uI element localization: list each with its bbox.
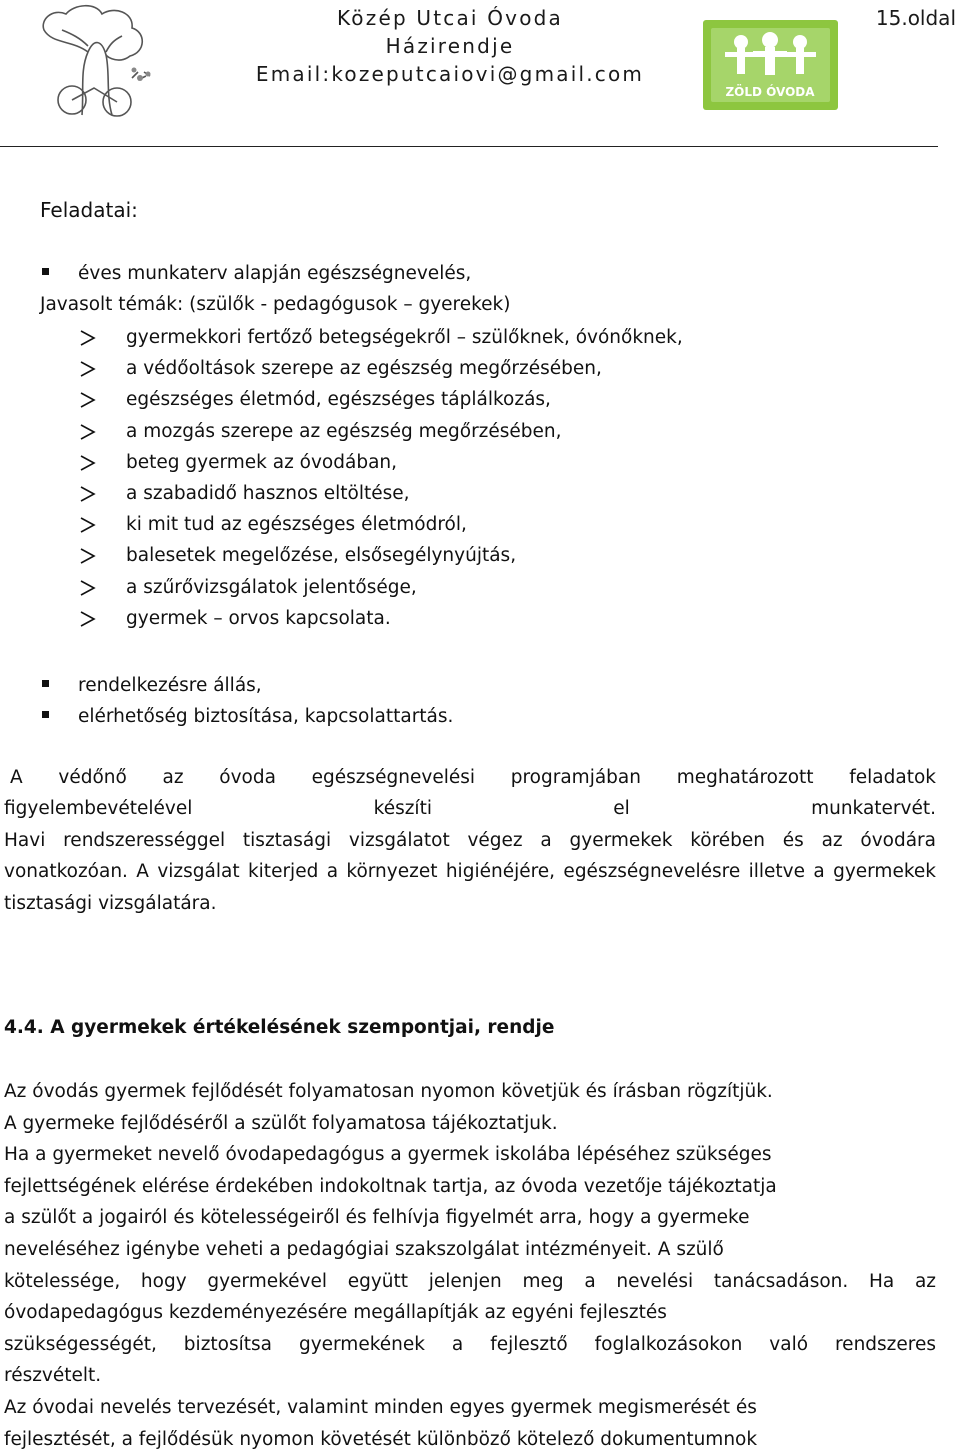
paragraph: Havi rendszerességgel tisztasági vizsgálatot végez a gyermekek körében és az óvodára vonatkozóan. A vizsgálat kiterjed a környezet higiénéjére, egészségnevelésre illetve a gyermekek tisztasági vizsgálatára. [4, 830, 936, 914]
arrow-bullet-icon [78, 485, 98, 503]
arrow-bullet-icon [78, 423, 98, 441]
tree-logo [22, 0, 172, 130]
paragraph-line: figyelembevételével készíti el munkatervét. [4, 798, 936, 819]
document-title: Házirendje [385, 34, 515, 58]
topic-item: a védőoltások szerepe az egészség megőrzésében, [126, 358, 602, 380]
page-header [250, 4, 650, 88]
topic-item: a szabadidő hasznos eltöltése, [126, 483, 410, 504]
zold-ovoda-logo [703, 20, 838, 110]
topic-item: a szűrővizsgálatok jelentősége, [126, 576, 417, 598]
page-number: 15.oldal [875, 6, 956, 30]
square-bullet-icon [42, 711, 49, 718]
body-line: A gyermeke fejlődéséről a szülőt folyamatosa tájékoztatjuk. [4, 1112, 558, 1134]
arrow-bullet-icon [78, 454, 98, 472]
bullet-item: éves munkaterv alapján egészségnevelés, [78, 263, 472, 284]
body-line: óvodapedagógus kezdeményezésére megállapítják az egyéni fejlesztés [4, 1302, 667, 1324]
arrow-bullet-icon [78, 579, 98, 597]
body-line: a szülőt a jogairól és kötelességeiről és felhívja figyelmét arra, hogy a gyermeke [4, 1207, 750, 1229]
topic-item: balesetek megelőzése, elsősegélynyújtás, [126, 545, 517, 567]
body-line: Ha a gyermeket nevelő óvodapedagógus a gyermek iskolába lépéséhez szükséges [4, 1144, 772, 1166]
body-line: neveléséhez igénybe veheti a pedagógiai szakszolgálat intézményeit. A szülő [4, 1239, 724, 1260]
green-logo-text: ZÖLD ÓVODA [725, 85, 815, 99]
email-line: Email:kozeputcaiovi@gmail.com [255, 62, 645, 86]
bullet-item: elérhetőség biztosítása, kapcsolattartás. [78, 706, 454, 727]
arrow-bullet-icon [78, 391, 98, 409]
subsection-heading: 4.4. A gyermekek értékelésének szempontjai, rendje [4, 1017, 555, 1038]
topic-item: ki mit tud az egészséges életmódról, [126, 514, 467, 536]
body-line: Az óvodás gyermek fejlődését folyamatosan nyomon követjük és írásban rögzítjük. [4, 1081, 773, 1102]
arrow-bullet-icon [78, 610, 98, 628]
topic-item: beteg gyermek az óvodában, [126, 451, 398, 473]
topic-item: gyermekkori fertőző betegségekről – szülőknek, óvónőknek, [126, 327, 683, 348]
body-line: kötelessége, hogy gyermekével együtt jelenjen meg a nevelési tanácsadáson. Ha az [4, 1270, 936, 1292]
topic-item: a mozgás szerepe az egészség megőrzésében, [126, 420, 562, 442]
body-line: Az óvodai nevelés tervezését, valamint minden egyes gyermek megismerését és [4, 1397, 757, 1418]
arrow-bullet-icon [78, 360, 98, 378]
topics-intro: Javasolt témák: (szülők - pedagógusok – gyerekek) [40, 294, 511, 315]
arrow-bullet-icon [78, 329, 98, 347]
topic-item: gyermek – orvos kapcsolata. [126, 607, 391, 629]
body-line: részvételt. [4, 1365, 102, 1387]
body-line: fejlesztését, a fejlődésük nyomon követését különböző kötelező dokumentumnok [4, 1428, 758, 1450]
topic-item: egészséges életmód, egészséges táplálkozás, [126, 389, 551, 411]
section-heading: Feladatai: [40, 198, 138, 222]
square-bullet-icon [42, 680, 49, 687]
header-divider [0, 146, 938, 147]
body-line: szükségességét, biztosítsa gyermekének a fejlesztő foglalkozásokon való rendszeres [4, 1333, 936, 1355]
school-name: Közép Utcai Óvoda [336, 6, 564, 30]
body-line: fejlettségének elérése érdekében indokoltnak tartja, az óvoda vezetője tájékoztatja [4, 1175, 777, 1197]
square-bullet-icon [42, 268, 49, 275]
paragraph-line: A védőnő az óvoda egészségnevelési programjában meghatározott feladatok [10, 767, 936, 788]
bullet-item: rendelkezésre állás, [78, 675, 262, 696]
arrow-bullet-icon [78, 516, 98, 534]
arrow-bullet-icon [78, 547, 98, 565]
